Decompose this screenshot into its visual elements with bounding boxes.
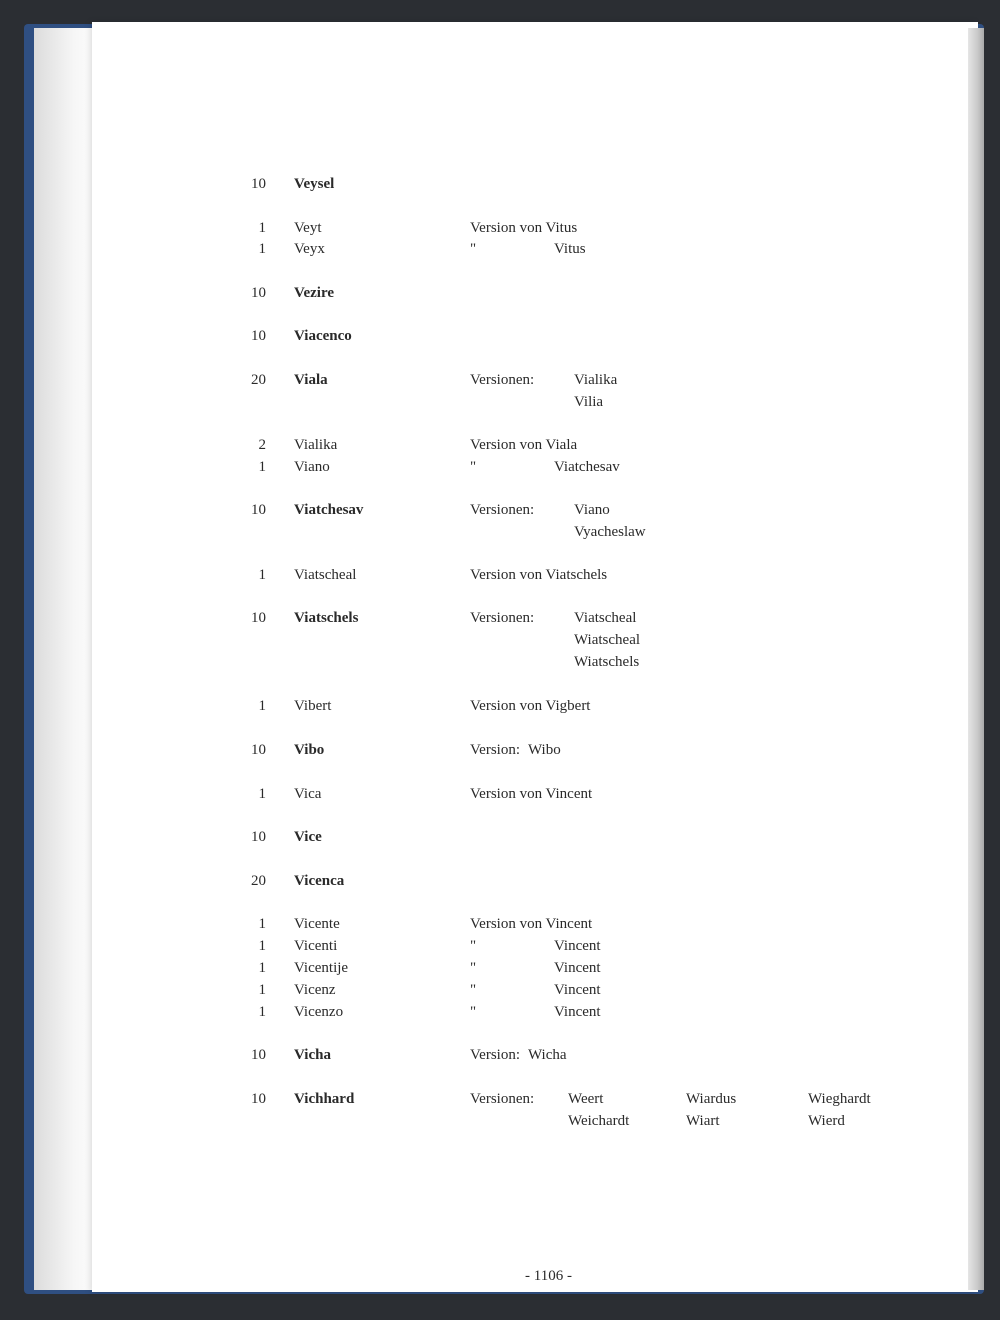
entry-version-name: Vincent (554, 982, 601, 998)
entry-number: 1 (258, 786, 266, 802)
entry-number: 1 (258, 960, 266, 976)
entry-version-name: Viatscheal (574, 610, 637, 626)
entry-number: 10 (251, 742, 266, 758)
entry-name: Viano (294, 459, 330, 475)
entry-version-label: Version von Viatschels (470, 567, 608, 583)
entry-name: Vialika (294, 437, 338, 453)
entry-version-label: " (470, 459, 477, 475)
entry-version-name: Vilia (574, 394, 604, 410)
entry-name: Vichhard (294, 1091, 355, 1107)
entry-version-label: Versionen: (470, 502, 535, 518)
entry-number: 1 (258, 916, 266, 932)
entry-number: 2 (258, 437, 266, 453)
entry-number: 10 (251, 176, 266, 192)
entry-version-name: Vitus (554, 241, 586, 257)
page-number: - 1106 - (525, 1268, 572, 1284)
entry-version-label: Version von Vincent (470, 916, 593, 932)
entry-name: Vicenz (294, 982, 336, 998)
entry-number: 10 (251, 1091, 266, 1107)
entry-version-label: " (470, 938, 477, 954)
entry-version-name: Viano (574, 502, 610, 518)
entry-name: Vibo (294, 742, 325, 758)
entry-version-name: Vyacheslaw (574, 524, 646, 540)
entry-name: Vicenzo (294, 1004, 344, 1020)
page-right-edge (968, 28, 984, 1290)
entry-version-name: Wicha (528, 1047, 567, 1063)
entry-version-name: Viatchesav (554, 459, 620, 475)
entry-name: Vibert (294, 698, 332, 714)
entry-name: Viatchesav (294, 502, 364, 518)
entry-version-label: Version von Vitus (470, 220, 578, 236)
entry-version-name: Wiart (686, 1113, 720, 1129)
entry-version-label: Version: (470, 1047, 520, 1063)
entry-number: 10 (251, 1047, 266, 1063)
entry-number: 10 (251, 328, 266, 344)
entry-version-label: Version von Viala (470, 437, 578, 453)
entry-name: Vicente (294, 916, 340, 932)
entry-version-name: Wieghardt (808, 1091, 871, 1107)
entry-number: 10 (251, 610, 266, 626)
entry-name: Vezire (294, 285, 334, 301)
entry-version-name: Weert (568, 1091, 604, 1107)
entry-version-name: Wiardus (686, 1091, 737, 1107)
entry-number: 1 (258, 982, 266, 998)
entry-version-label: " (470, 960, 477, 976)
entry-version-label: Version: (470, 742, 520, 758)
entry-version-label: Version von Vigbert (470, 698, 591, 714)
entry-version-label: Versionen: (470, 372, 535, 388)
entry-number: 10 (251, 285, 266, 301)
entry-version-name: Vincent (554, 1004, 601, 1020)
entry-name: Veyt (294, 220, 322, 236)
entry-number: 10 (251, 829, 266, 845)
entry-name: Vicha (294, 1047, 331, 1063)
entry-version-label: Version von Vincent (470, 786, 593, 802)
entry-number: 1 (258, 1004, 266, 1020)
entry-number: 20 (251, 873, 266, 889)
entry-version-label: " (470, 241, 477, 257)
entry-name: Veyx (294, 241, 325, 257)
entry-version-name: Wiatscheal (574, 632, 641, 648)
entry-version-name: Wierd (808, 1113, 845, 1129)
entry-number: 1 (258, 241, 266, 257)
entry-version-name: Weichardt (568, 1113, 630, 1129)
entry-number: 10 (251, 502, 266, 518)
entry-version-label: Versionen: (470, 610, 535, 626)
entry-version-label: " (470, 982, 477, 998)
entry-version-name: Wibo (528, 742, 561, 758)
entry-name: Vicentije (294, 960, 349, 976)
entry-name: Vicenti (294, 938, 338, 954)
entry-name: Vice (294, 829, 322, 845)
entry-name: Vica (294, 786, 322, 802)
entry-version-name: Vincent (554, 960, 601, 976)
entry-name: Viatschels (294, 610, 359, 626)
entry-name: Vicenca (294, 873, 345, 889)
entry-name: Viatscheal (294, 567, 357, 583)
entry-version-label: Versionen: (470, 1091, 535, 1107)
entry-number: 1 (258, 938, 266, 954)
entry-number: 1 (258, 567, 266, 583)
entry-version-name: Vialika (574, 372, 618, 388)
entry-number: 1 (258, 459, 266, 475)
entry-version-name: Vincent (554, 938, 601, 954)
entry-version-label: " (470, 1004, 477, 1020)
entry-name: Viala (294, 372, 328, 388)
entry-name: Viacenco (294, 328, 352, 344)
entry-number: 1 (258, 698, 266, 714)
entry-number: 1 (258, 220, 266, 236)
entry-name: Veysel (294, 176, 335, 192)
entry-number: 20 (251, 372, 266, 388)
entry-version-name: Wiatschels (574, 654, 640, 670)
